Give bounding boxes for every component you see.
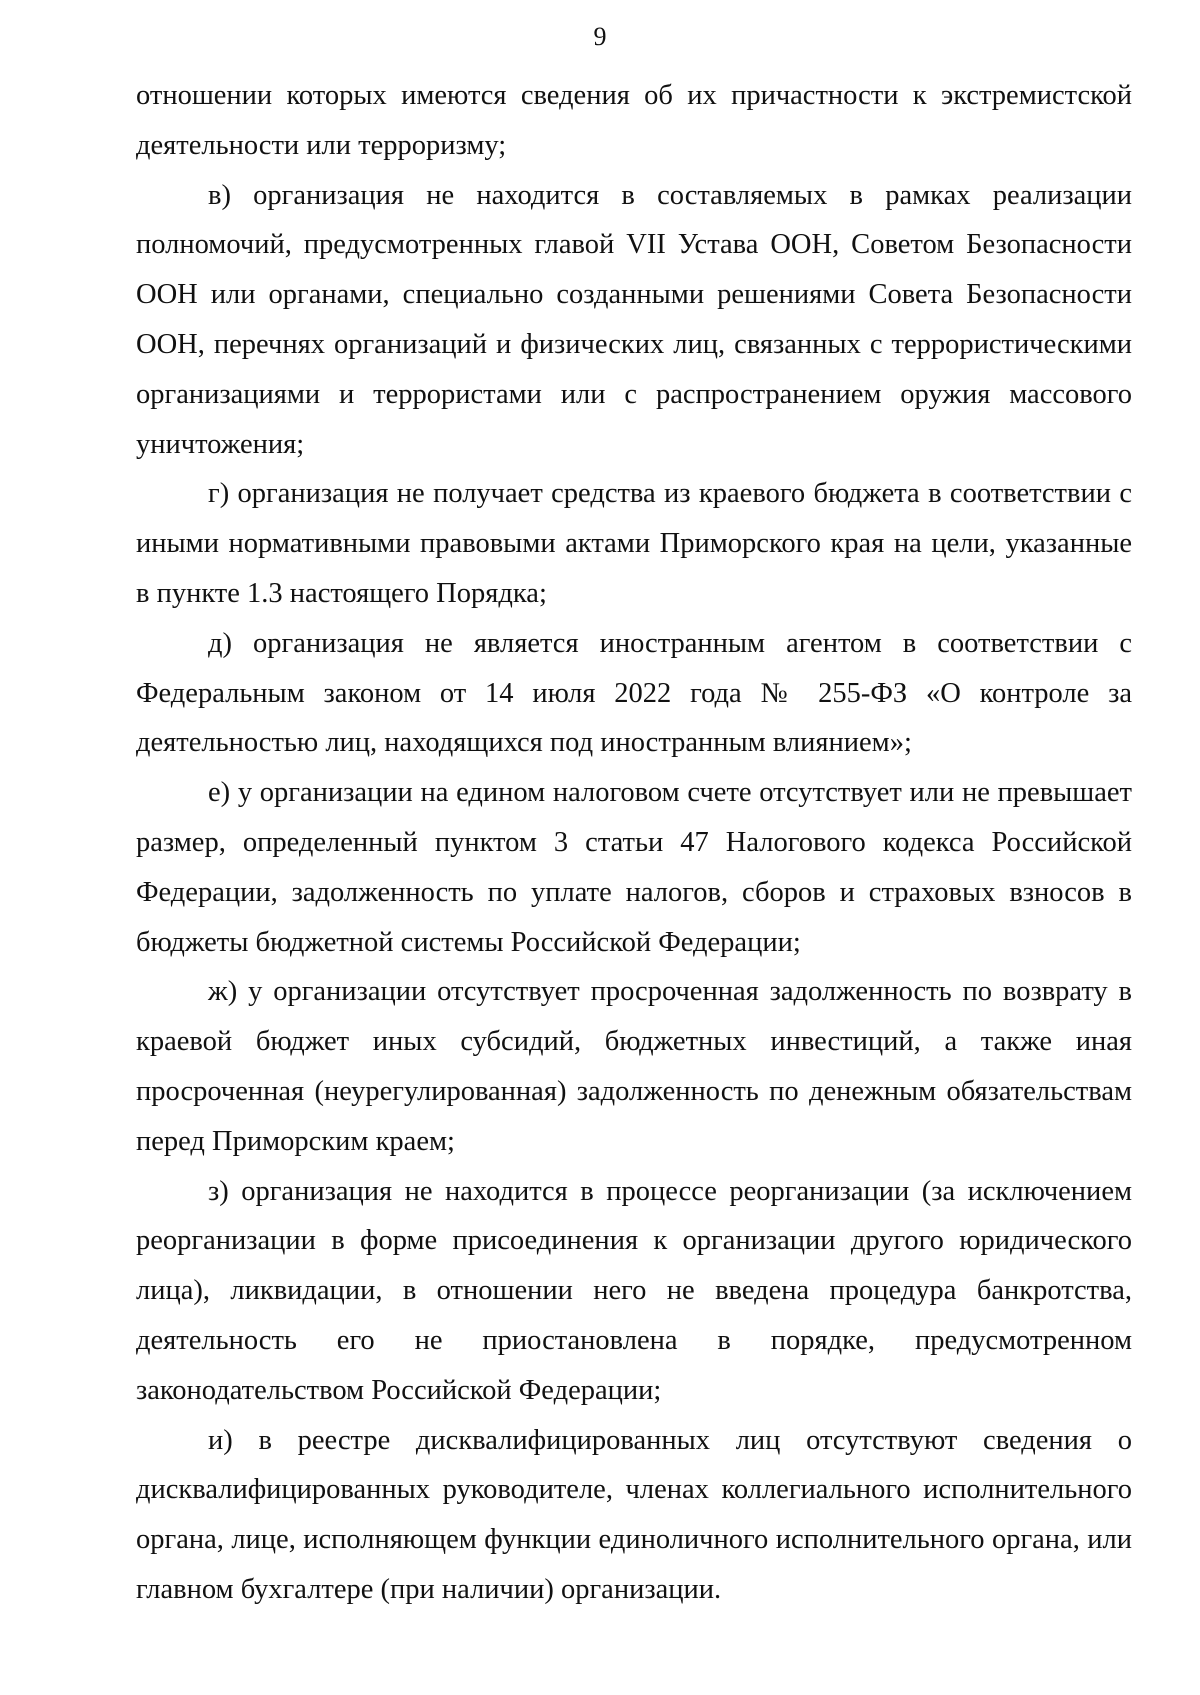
- paragraph-item-v: в) организация не находится в составляемых в рамках реализации полномочий, предусмотренных главой VII Устава ООН, Советом Безопасности ООН или органами, специально созданными решениями Совета Безопасности ООН, перечнях организаций и физических лиц, связанных с террористическими организациями и террористами или с распространением оружия массового уничтожения;: [136, 179, 1132, 460]
- paragraph-item-i: и) в реестре дисквалифицированных лиц отсутствуют сведения о дисквалифицированных руководителе, членах коллегиального исполнительного органа, лице, исполняющем функции единоличного исполнительного органа, или главном бухгалтере (при наличии) организации.: [136, 1424, 1132, 1605]
- page-number: 9: [593, 22, 607, 51]
- paragraph-continuation: отношении которых имеются сведения об их причастности к экстремистской деятельности или терроризму;: [136, 80, 1132, 161]
- paragraph-item-d: д) организация не является иностранным агентом в соответствии с Федеральным законом от 14 июля 2022 года № 255-ФЗ «О контроле за деятельностью лиц, находящихся под иностранным влиянием»;: [136, 627, 1132, 759]
- paragraph-item-z: з) организация не находится в процессе реорганизации (за исключением реорганизации в форме присоединения к организации другого юридического лица), ликвидации, в отношении него не введена процедура банкротства, деятельность его не приостановлена в порядке, предусмотренном законодательством Российской Федерации;: [136, 1175, 1132, 1406]
- paragraph-item-e: е) у организации на едином налоговом счете отсутствует или не превышает размер, определенный пунктом 3 статьи 47 Налогового кодекса Российской Федерации, задолженность по уплате налогов, сборов и страховых взносов в бюджеты бюджетной системы Российской Федерации;: [136, 777, 1132, 958]
- paragraph-item-zh: ж) у организации отсутствует просроченная задолженность по возврату в краевой бюджет иных субсидий, бюджетных инвестиций, а также иная просроченная (неурегулированная) задолженность по денежным обязательствам перед Приморским краем;: [136, 976, 1132, 1157]
- paragraph-item-g: г) организация не получает средства из краевого бюджета в соответствии с иными нормативными правовыми актами Приморского края на цели, указанные в пункте 1.3 настоящего Порядка;: [136, 478, 1132, 609]
- document-body: [136, 71, 1132, 1615]
